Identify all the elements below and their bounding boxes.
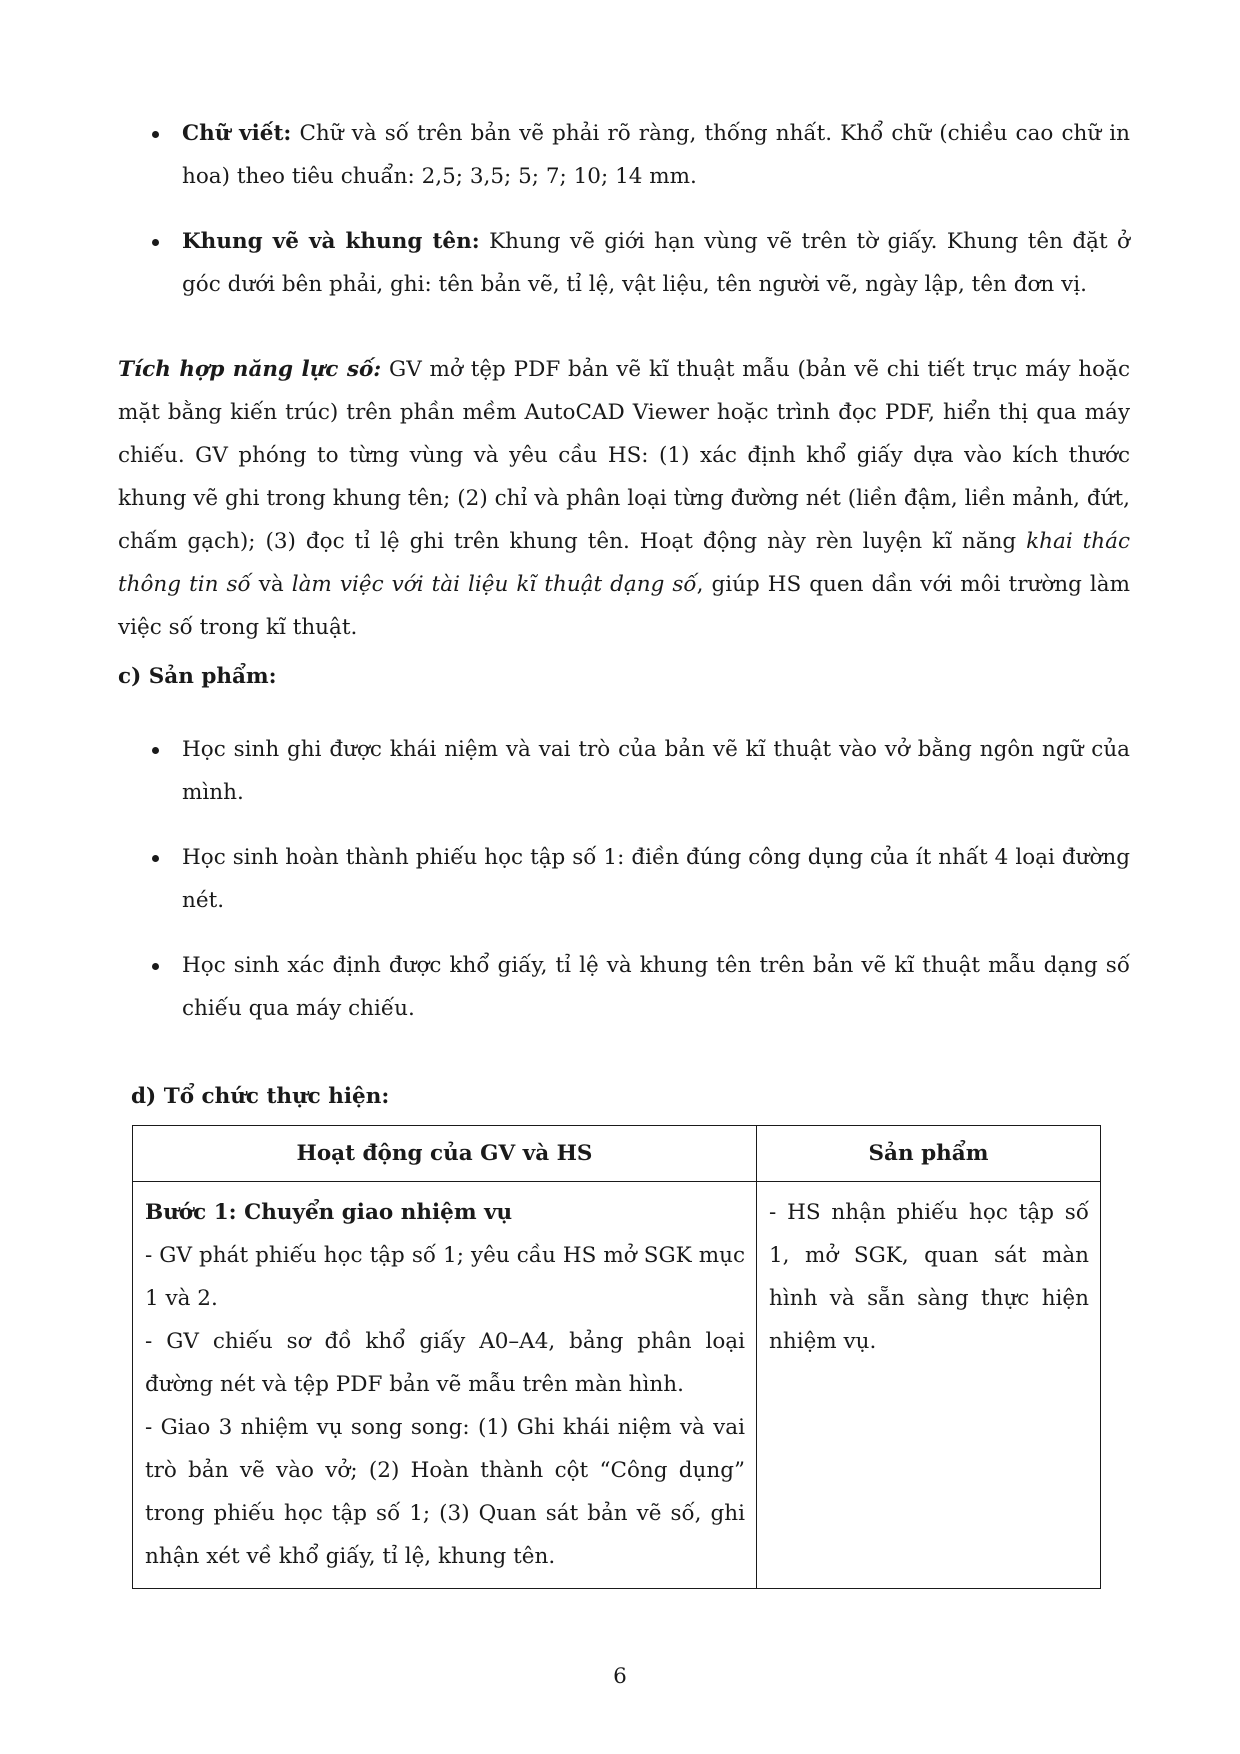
organization-heading: d) Tổ chức thực hiện:	[131, 1084, 390, 1109]
activity-line: - Giao 3 nhiệm vụ song song: (1) Ghi khái niệm và vai trò bản vẽ vào vở; (2) Hoàn thành cột “Công dụng” trong phiếu học tập số 1; (3) Quan sát bản vẽ số, ghi nhận xét về khổ giấy, tỉ lệ, khung tên.	[145, 1415, 745, 1569]
header-activity: Hoạt động của GV và HS	[133, 1126, 757, 1182]
page-number: 6	[613, 1664, 627, 1689]
integration-label: Tích hợp năng lực số:	[118, 357, 382, 382]
integration-text: GV mở tệp PDF bản vẽ kĩ thuật mẫu (bản vẽ chi tiết trục máy hoặc mặt bằng kiến trúc) trên phần mềm AutoCAD Viewer hoặc trình đọc PDF, hiển thị qua máy chiếu. GV phóng to từng vùng và yêu cầu HS: (1) xác định khổ giấy dựa vào kích thước khung vẽ ghi trong khung tên; (2) chỉ và phân loại từng đường nét (liền đậm, liền mảnh, đứt, chấm gạch); (3) đọc tỉ lệ ghi trên khung tên. Hoạt động này rèn luyện kĩ năng	[118, 357, 1130, 554]
product-item: Học sinh hoàn thành phiếu học tập số 1: điền đúng công dụng của ít nhất 4 loại đường nét.	[148, 836, 1130, 922]
rule-text: Chữ và số trên bản vẽ phải rõ ràng, thống nhất. Khổ chữ (chiều cao chữ in hoa) theo tiêu chuẩn: 2,5; 3,5; 5; 7; 10; 14 mm.	[182, 121, 1130, 189]
activity-line: - GV chiếu sơ đồ khổ giấy A0–A4, bảng phân loại đường nét và tệp PDF bản vẽ mẫu trên màn hình.	[145, 1329, 745, 1397]
rule-text: Khung vẽ giới hạn vùng vẽ trên tờ giấy. Khung tên đặt ở góc dưới bên phải, ghi: tên bản vẽ, tỉ lệ, vật liệu, tên người vẽ, ngày lập, tên đơn vị.	[182, 229, 1130, 297]
integration-text: , giúp HS quen dần với môi trường làm việc số trong kĩ thuật.	[118, 572, 1130, 640]
table-header-row	[133, 1126, 1101, 1182]
integration-emphasis: khai thác thông tin số	[118, 529, 1131, 597]
rule-label: Chữ viết:	[182, 121, 292, 146]
product-cell: - HS nhận phiếu học tập số 1, mở SGK, quan sát màn hình và sẵn sàng thực hiện nhiệm vụ.	[757, 1182, 1101, 1589]
activity-line: - GV phát phiếu học tập số 1; yêu cầu HS mở SGK mục 1 và 2.	[145, 1243, 745, 1311]
activity-table	[132, 1125, 1101, 1589]
rule-label: Khung vẽ và khung tên:	[182, 229, 480, 254]
products-heading: c) Sản phẩm:	[118, 664, 277, 689]
header-product: Sản phẩm	[757, 1126, 1101, 1182]
digital-integration-paragraph	[118, 348, 1130, 649]
step-title: Bước 1: Chuyển giao nhiệm vụ	[145, 1200, 513, 1225]
integration-emphasis: làm việc với tài liệu kĩ thuật dạng số	[291, 572, 697, 597]
activity-cell	[133, 1182, 757, 1589]
product-item: Học sinh ghi được khái niệm và vai trò của bản vẽ kĩ thuật vào vở bằng ngôn ngữ của mình.	[148, 728, 1130, 814]
product-item: Học sinh xác định được khổ giấy, tỉ lệ và khung tên trên bản vẽ kĩ thuật mẫu dạng số chiếu qua máy chiếu.	[148, 944, 1130, 1030]
products-list	[148, 728, 1130, 1030]
integration-text: và	[250, 572, 292, 597]
rule-item-frame	[148, 220, 1130, 306]
rule-item-lettering	[148, 112, 1130, 198]
table-row	[133, 1182, 1101, 1589]
rules-list	[148, 112, 1130, 306]
